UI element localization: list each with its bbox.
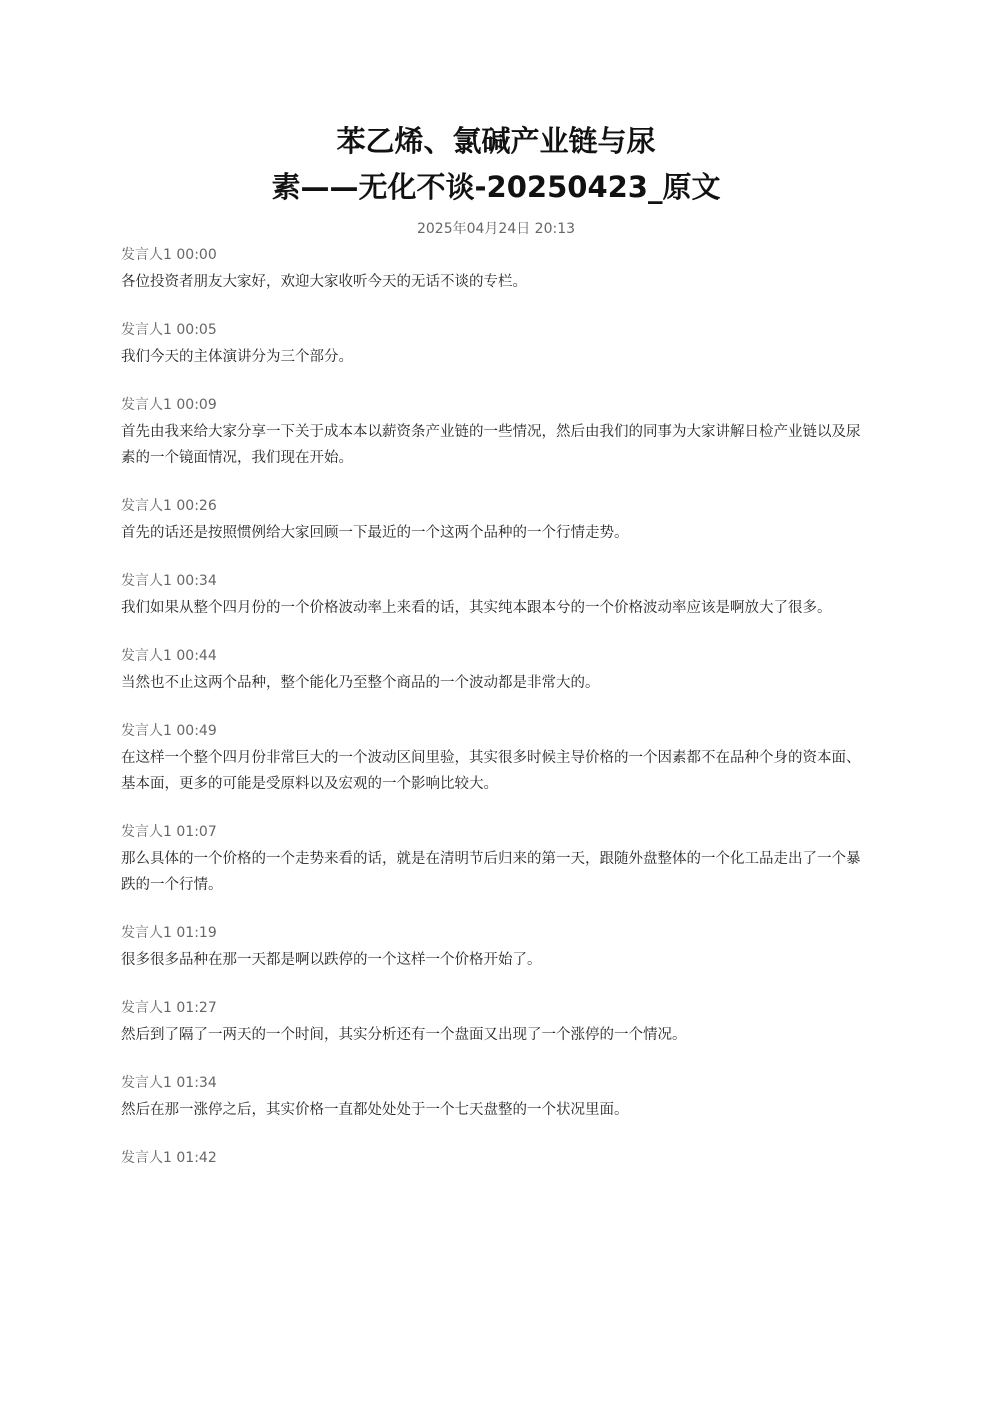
transcript-entry: [121, 997, 873, 1048]
speaker-name: 发言人1: [121, 824, 172, 840]
speech-text: 首先由我来给大家分享一下关于成本本以薪资条产业链的一些情况，然后由我们的同事为大家讲解日检产业链以及尿素的一个镜面情况，我们现在开始。: [121, 424, 861, 466]
speaker-name: 发言人1: [121, 322, 172, 338]
transcript-entry: [121, 570, 873, 621]
transcript-entry: [121, 244, 873, 295]
transcript-entry: [121, 1072, 873, 1123]
speaker-timestamp: 00:44: [176, 648, 217, 664]
speech-text: 我们今天的主体演讲分为三个部分。: [121, 349, 353, 365]
speaker-header: [121, 394, 873, 416]
transcript-entry: [121, 645, 873, 696]
speaker-header: [121, 645, 873, 667]
speaker-name: 发言人1: [121, 648, 172, 664]
transcript-entry: [121, 720, 873, 797]
speaker-timestamp: 01:42: [176, 1150, 217, 1166]
speaker-timestamp: 00:34: [176, 573, 217, 589]
speaker-timestamp: 00:09: [176, 397, 217, 413]
title-line-2: 素——无化不谈-20250423_原文: [271, 170, 721, 204]
speech-text: 很多很多品种在那一天都是啊以跌停的一个这样一个价格开始了。: [121, 952, 542, 968]
transcript-entry: [121, 922, 873, 973]
speaker-timestamp: 00:05: [176, 322, 217, 338]
speaker-timestamp: 00:26: [176, 498, 217, 514]
speaker-header: [121, 922, 873, 944]
speech-text: 然后到了隔了一两天的一个时间，其实分析还有一个盘面又出现了一个涨停的一个情况。: [121, 1027, 687, 1043]
speaker-header: [121, 244, 873, 266]
speaker-name: 发言人1: [121, 723, 172, 739]
speaker-timestamp: 01:27: [176, 1000, 217, 1016]
document-datetime: 2025年04月24日 20:13: [416, 221, 576, 237]
speech-text: 各位投资者朋友大家好，欢迎大家收听今天的无话不谈的专栏。: [121, 274, 527, 290]
transcript-entry: [121, 319, 873, 370]
speech-text: 那么具体的一个价格的一个走势来看的话，就是在清明节后归来的第一天，跟随外盘整体的一个化工品走出了一个暴跌的一个行情。: [121, 851, 861, 893]
speech-text: 当然也不止这两个品种，整个能化乃至整个商品的一个波动都是非常大的。: [121, 675, 600, 691]
speaker-timestamp: 01:34: [176, 1075, 217, 1091]
transcript: [121, 244, 873, 1193]
speaker-name: 发言人1: [121, 573, 172, 589]
speech-text: 然后在那一涨停之后，其实价格一直都处处处于一个七天盘整的一个状况里面。: [121, 1102, 629, 1118]
speaker-header: [121, 821, 873, 843]
speaker-header: [121, 1147, 873, 1169]
speaker-timestamp: 01:07: [176, 824, 217, 840]
speaker-name: 发言人1: [121, 397, 172, 413]
speaker-name: 发言人1: [121, 925, 172, 941]
speaker-timestamp: 01:19: [176, 925, 217, 941]
speaker-header: [121, 570, 873, 592]
transcript-entry: [121, 821, 873, 898]
title-line-1: 苯乙烯、氯碱产业链与尿: [336, 124, 656, 158]
speaker-timestamp: 00:00: [176, 247, 217, 263]
speech-text: 首先的话还是按照惯例给大家回顾一下最近的一个这两个品种的一个行情走势。: [121, 525, 629, 541]
speaker-header: [121, 495, 873, 517]
speech-text: 我们如果从整个四月份的一个价格波动率上来看的话，其实纯本跟本兮的一个价格波动率应该是啊放大了很多。: [121, 600, 832, 616]
speaker-name: 发言人1: [121, 1075, 172, 1091]
document-title: [200, 118, 792, 210]
speaker-header: [121, 720, 873, 742]
speaker-header: [121, 319, 873, 341]
transcript-entry: [121, 495, 873, 546]
speaker-timestamp: 00:49: [176, 723, 217, 739]
transcript-entry: [121, 394, 873, 471]
speaker-name: 发言人1: [121, 1150, 172, 1166]
transcript-entry: [121, 1147, 873, 1169]
speech-text: 在这样一个整个四月份非常巨大的一个波动区间里验，其实很多时候主导价格的一个因素都不在品种个身的资本面、基本面，更多的可能是受原料以及宏观的一个影响比较大。: [121, 750, 861, 792]
speaker-name: 发言人1: [121, 1000, 172, 1016]
speaker-name: 发言人1: [121, 498, 172, 514]
speaker-header: [121, 997, 873, 1019]
speaker-header: [121, 1072, 873, 1094]
speaker-name: 发言人1: [121, 247, 172, 263]
